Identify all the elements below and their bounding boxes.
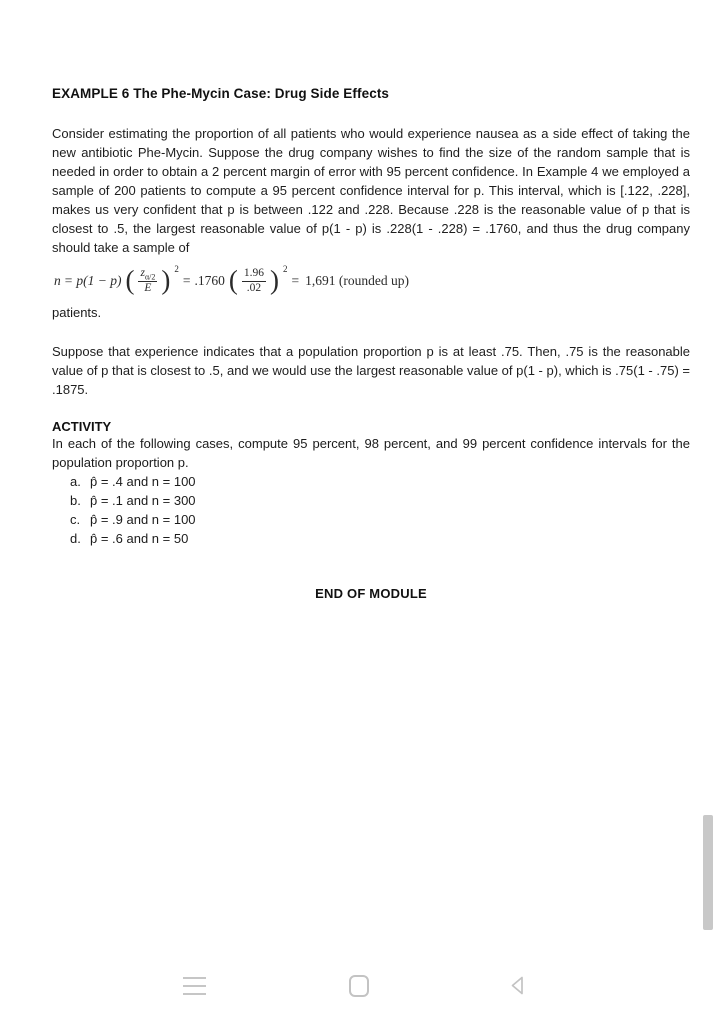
- open-paren: (: [125, 264, 135, 295]
- formula-p-expression: p(1 − p): [76, 273, 122, 288]
- equals-sign: =: [182, 273, 191, 288]
- close-paren: ): [161, 264, 171, 295]
- item-text: p̂ = .4 and n = 100: [90, 474, 196, 489]
- equals-sign: =: [64, 273, 73, 288]
- item-text: p̂ = .6 and n = 50: [90, 531, 189, 546]
- android-nav-bar: [0, 950, 719, 1012]
- formula-result: 1,691 (rounded up): [305, 273, 409, 288]
- open-paren: (: [228, 264, 238, 295]
- exponent-2: 2: [174, 264, 179, 274]
- close-paren: ): [270, 264, 280, 295]
- coefficient-value: .1760: [194, 273, 225, 288]
- back-icon: [504, 972, 531, 999]
- activity-intro: In each of the following cases, compute 95 percent, 98 percent, and 99 percent confidence intervals for the population proportion p.: [52, 436, 690, 470]
- item-letter: d.: [70, 531, 81, 546]
- item-text: p̂ = .9 and n = 100: [90, 512, 196, 527]
- list-item: [52, 472, 690, 491]
- item-letter: b.: [70, 493, 81, 508]
- z-symbol: z: [140, 266, 145, 279]
- paragraph-example: Consider estimating the proportion of all patients who would experience nausea as a side effect of taking the new antibiotic Phe-Mycin. Suppose the drug company wishes to find the size of the random sample that is needed in order to obtain a 2 percent margin of error with 95 percent confidence. In Example 4 we employed a sample of 200 patients to compute a 95 percent confidence interval for p. This interval, which is [.122, .228], makes us very confident that p is between .122 and .228. Because .228 is the reasonable value of p that is closest to .5, the largest reasonable value of p(1 - p) is .228(1 - .228) = .1760, and thus the drug company should take a sample of: [52, 126, 690, 255]
- formula-variable-n: n: [54, 273, 61, 288]
- activity-list: [52, 472, 690, 548]
- item-text: p̂ = .1 and n = 300: [90, 493, 196, 508]
- exponent-2: 2: [283, 264, 288, 274]
- numerator-value: 1.96: [242, 267, 266, 281]
- scrollbar-thumb[interactable]: [703, 815, 713, 930]
- list-item: [52, 491, 690, 510]
- fraction-z-over-E: [138, 267, 157, 296]
- example-heading: EXAMPLE 6 The Phe-Mycin Case: Drug Side Effects: [52, 86, 390, 101]
- menu-button[interactable]: [183, 977, 206, 995]
- document-page: [52, 86, 690, 601]
- fraction-196-over-02: [242, 267, 266, 294]
- sample-size-formula: [54, 263, 690, 299]
- menu-icon: [183, 977, 206, 979]
- E-symbol: E: [144, 282, 152, 295]
- alpha-subscript: α/2: [144, 271, 156, 281]
- list-item: [52, 529, 690, 548]
- end-of-module-label: END OF MODULE: [315, 586, 427, 601]
- item-letter: a.: [70, 474, 81, 489]
- denominator-value: .02: [246, 281, 262, 294]
- equals-sign: =: [291, 273, 300, 288]
- activity-heading: ACTIVITY: [52, 419, 112, 434]
- back-button[interactable]: [504, 972, 531, 999]
- item-letter: c.: [70, 512, 81, 527]
- patients-line: patients.: [52, 305, 102, 320]
- list-item: [52, 510, 690, 529]
- home-icon: [349, 975, 369, 997]
- home-button[interactable]: [349, 975, 369, 997]
- paragraph-experience: Suppose that experience indicates that a population proportion p is at least .75. Then, .75 is the reasonable value of p that is closest to .5, and we would use the largest reasonable value of p(1 - p), which is .75(1 - .75) = .1875.: [52, 344, 690, 397]
